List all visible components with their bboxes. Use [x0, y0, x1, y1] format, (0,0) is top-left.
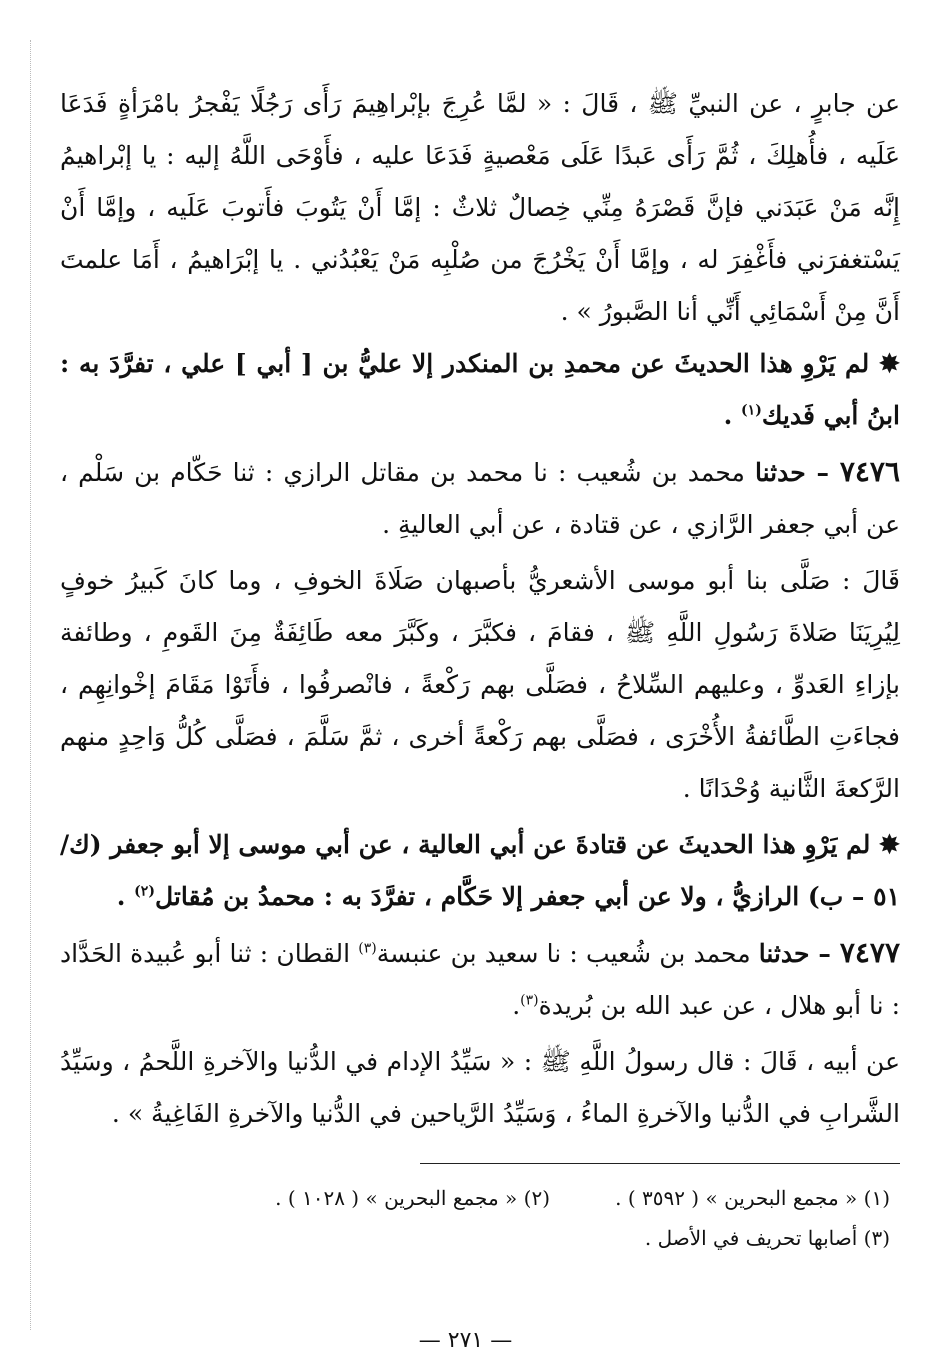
note-tail: .: [116, 882, 135, 911]
hadith-tail: .: [512, 991, 521, 1020]
hadith-7477: [60, 927, 900, 1032]
footnote-1: (١) « مجمع البحرين » ( ٣٥٩٢ ) .: [615, 1186, 890, 1210]
footnote-row: [60, 1178, 890, 1218]
hadith-isnad-cont: القطان : ثنا أبو عُبيدة الحَدَّاد : نا أبو هلال ، عن عبد الله بن بُريدة: [60, 939, 900, 1020]
footnote-3: (٣) أصابها تحريف في الأصل .: [644, 1226, 890, 1250]
hadith-label: – حدثنا: [754, 458, 840, 487]
hadith-number: ٧٤٧٧: [839, 936, 900, 969]
footnote-ref-1: (١): [741, 402, 762, 419]
page-body: [60, 78, 900, 1140]
paragraph-jabir-hadith: عن جابرٍ ، عن النبيِّ ﷺ ، قَالَ : « لمَّا عُرِجَ بإبْراهِيمَ رَأَى رَجُلًا يَفْجرُ بامْرَأةٍ فَدَعَا عَلَيه ، فأُهلِكَ ، ثُمَّ رَأَى عَبدًا عَلَى مَعْصيةٍ فَدَعَا عليه ، فأَوْحَى اللَّهُ إليه : يا إبْراهيمُ إِنَّه مَنْ عَبَدَني فإنَّ قَصْرَهُ مِنِّي خِصالٌ ثلاثٌ : إمَّا أَنْ يَتُوبَ فأَتوبَ عَلَيه ، وإمَّا أَنْ يَسْتغفرَني فأَغْفِرَ له ، وإمَّا أَنْ يَخْرُجَ من صُلْبِه مَنْ يَعْبُدُني . يا إبْرَاهيمُ ، أَمَا علمتَ أَنَّ مِنْ أَسْمَائِي أَنِّي أنا الصَّبورُ » .: [60, 89, 900, 326]
note-hakkam: [60, 819, 900, 923]
hadith-isnad: محمد بن شُعيب : نا محمد بن مقاتل الرازي : ثنا حَكّام بن سَلْم ، عن أبي جعفر الرَّازي ، عن قتادة ، عن أبي العاليةِ .: [60, 458, 900, 539]
footnote-ref-3b: (٣): [520, 992, 539, 1009]
hadith-7476: [60, 446, 900, 551]
hadith-label: – حدثنا: [758, 939, 840, 968]
footnote-2: (٢) « مجمع البحرين » ( ١٠٢٨ ) .: [275, 1186, 550, 1210]
footnote-divider: [420, 1163, 900, 1164]
note-text: ✸ لم يَرْوِ هذا الحديثَ عن قتادةَ عن أبي العالية ، عن أبي موسى إلا أبو جعفر (ك/٥١ – ب) الرازيُّ ، ولا عن أبي جعفر إلا حَكَّام ، تفرَّدَ به : محمدُ بن مُقاتل: [60, 830, 900, 911]
margin-guide: [30, 40, 31, 1330]
footnote-ref-3a: (٣): [358, 940, 377, 957]
hadith-isnad: محمد بن شُعيب : نا سعيد بن عنبسة: [376, 939, 759, 968]
page-number: — ٢٧١ —: [418, 1328, 513, 1353]
note-tail: .: [723, 401, 742, 430]
paragraph-salat-khawf: قَالَ : صَلَّى بنا أبو موسى الأشعريُّ بأصبهان صَلَاةَ الخوفِ ، وما كانَ كَبيرُ خوفٍ لِيُرِيَنَا صَلاةَ رَسُولِ اللَّهِ ﷺ ، فقامَ ، فكبَّرَ ، وكَبَّرَ معه طَائِفَةٌ مِنَ القَومِ ، وطائفة بإزاءِ العَدوِّ ، وعليهم السِّلاحُ ، فصَلَّى بهم رَكْعةً ، فانْصرفُوا ، فأَتَوْا مَقَامَ إخْوانِهِم ، فجاءَتِ الطَّائفةُ الأُخْرَى ، فصَلَّى بهم رَكْعةً أخرى ، ثمَّ سَلَّمَ ، فصَلَّى كُلُّ وَاحِدٍ منهم الرَّكعةَ الثَّانية وُحْدَانًا .: [60, 566, 900, 803]
note-text: ✸ لم يَرْوِ هذا الحديثَ عن محمدِ بن المنكدر إلا عليُّ بن [ أبي ] علي ، تفرَّدَ به : ابنُ أبي فَديك: [60, 349, 900, 430]
paragraph-sayyid-al-idam: عن أبيه ، قَالَ : قال رسولُ اللَّهِ ﷺ : « سَيِّدُ الإدام في الدُّنيا والآخرةِ اللَّحمُ ، وسَيِّدُ الشَّرابِ في الدُّنيا والآخرةِ الماءُ ، وَسَيِّدُ الرَّياحين في الدُّنيا والآخرةِ الفَاغِيةُ » .: [60, 1047, 900, 1128]
note-ibn-abi-fudaik: [60, 338, 900, 442]
footnote-ref-2: (٢): [134, 883, 155, 900]
footnotes: [60, 1178, 890, 1258]
hadith-number: ٧٤٧٦: [839, 455, 900, 488]
